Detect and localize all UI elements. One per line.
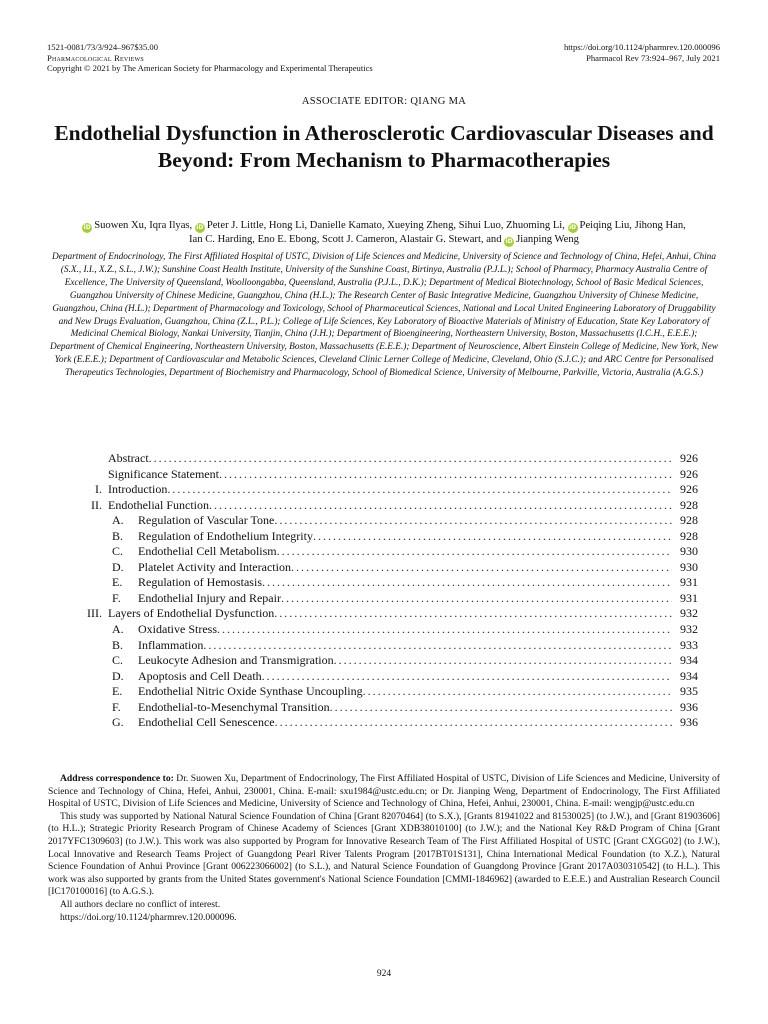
toc-leader-dots [363,684,672,700]
toc-subsection-letter: B. [112,637,124,652]
doi-link[interactable]: https://doi.org/10.1124/pharmrev.120.000096 [563,42,720,52]
toc-label: Apoptosis and Cell Death [138,668,262,683]
toc-subsection-letter: G. [112,715,124,730]
correspondence-text: Dr. Suowen Xu, Department of Endocrinology, The First Affiliated Hospital of USTC, Division of Life Sciences and Medicine, University of Science and Technology of China, Hefei, Anhui, 230001, China. E-mail: sxu1984@ustc.edu.cn; or Dr. Jianping Weng, Department of Endocrinology, The First Affiliated Hospital of USTC, Division of Life Sciences and Medicine, University of Science and Technology of China, Hefei, Anhui, 230001, China. E-mail: wengjp@ustc.edu.cn [48,773,720,810]
toc-section-number: II. [91,497,102,512]
toc-page-number: 932 [680,622,698,637]
toc-leader-dots [275,715,672,731]
toc-subsection-letter: C. [112,544,124,559]
toc-entry[interactable] [70,575,698,591]
toc-leader-dots [334,653,672,669]
correspondence-note [48,773,720,811]
toc-entry[interactable] [70,560,698,576]
footnotes [48,773,720,924]
associate-editor: ASSOCIATE EDITOR: QIANG MA [301,96,467,107]
author-name: Jianping Weng [516,234,579,245]
toc-entry[interactable] [70,467,698,483]
correspondence-label: Address correspondence to: [60,773,174,784]
journal-header-right [564,42,720,63]
toc-label: Regulation of Vascular Tone [138,513,275,528]
toc-page-number: 930 [680,544,698,559]
toc-leader-dots [281,591,672,607]
toc-entry[interactable] [70,622,698,638]
toc-page-number: 928 [680,528,698,543]
toc-leader-dots [217,622,672,638]
author-group: Ian C. Harding, Eno E. Ebong, Scott J. Cameron, Alastair G. Stewart, and [189,234,505,245]
toc-label: Endothelial Injury and Repair [138,590,281,605]
toc-entry[interactable] [70,700,698,716]
toc-label: Endothelial-to-Mesenchymal Transition [138,699,330,714]
toc-entry[interactable] [70,529,698,545]
article-title: Endothelial Dysfunction in Atherosclerotic Cardiovascular Diseases and Beyond: From Mechanism to Pharmacotherapies [54,121,714,172]
toc-leader-dots [274,606,672,622]
toc-subsection-letter: A. [112,622,124,637]
toc-page-number: 928 [680,513,698,528]
toc-leader-dots [291,560,672,576]
toc-page-number: 926 [680,482,698,497]
copyright-line: Copyright © 2021 by The American Society for Pharmacology and Experimental Therapeutics [47,63,373,73]
toc-leader-dots [277,544,672,560]
author-group: Peter J. Little, Hong Li, Danielle Kamato, Xueying Zheng, Sihui Luo, Zhuoming Li, [206,220,568,231]
citation-line: Pharmacol Rev 73:924–967, July 2021 [586,52,720,63]
conflict-note: All authors declare no conflict of interest. [60,898,221,910]
affiliations: Department of Endocrinology, The First Affiliated Hospital of USTC, Division of Life Sciences and Medicine, University of Science and Technology of China, Hefei, Anhui, China (S.X., I.I., X.Z., S.L., J.W.); Sunshine Coast Health Institute, University of the Sunshine Coast, Birtinya, Australia (P.J.L.); School of Pharmacy, Pharmacy Australia Centre of Excellence, The University of Queensland, Woolloongabba, Queensland, Australia (P.J.L., D.K.); Department of Medical Biotechnology, School of Basic Medical Sciences, Guangzhou University of Chinese Medicine, Guangzhou, China (H.L.); The Research Center of Basic Integrative Medicine, Guangzhou University of Chinese Medicine, Guangzhou, China (H.L.); Department of Pharmacology and Toxicology, School of Pharmaceutical Sciences, National and Local United Engineering Laboratory of Druggability and New Drugs Evaluation, Guangzhou, China (Z.L., P.L.); College of Life Sciences, Key Laboratory of Bioactive Materials of Ministry of Education, State Key Laboratory of Medicinal Chemical Biology, Nankai University, Tianjin, China (J.H.); Department of Bioengineering, Northeastern University, Boston, Massachusetts (I.C.H., E.E.E.); Department of Chemical Engineering, Northeastern University, Boston, Massachusetts (E.E.E.); Department of Neuroscience, Albert Einstein College of Medicine, New York, New York (E.E.E.); Department of Cardiovascular and Metabolic Sciences, Cleveland Clinic Lerner College of Medicine, Cleveland, Ohio (S.J.C.); and ARC Centre for Personalised Therapeutics Technologies, Department of Biochemistry and Pharmacology, School of Biomedical Science, University of Melbourne, Parkville, Victoria, Australia (A.G.S.) [50,252,718,379]
toc-entry[interactable] [70,513,698,529]
toc-page-number: 936 [680,699,698,714]
toc-section-number: I. [95,482,102,497]
toc-label: Endothelial Cell Senescence [138,715,275,730]
orcid-icon[interactable]: iD [196,224,204,231]
toc-page-number: 933 [680,637,698,652]
toc-label: Platelet Activity and Interaction [138,559,291,574]
toc-leader-dots [149,451,672,467]
author-list [40,219,728,247]
toc-subsection-letter: E. [112,684,123,699]
orcid-icon[interactable]: iD [83,224,91,231]
toc-subsection-letter: D. [112,559,124,574]
toc-label: Regulation of Hemostasis [138,575,262,590]
toc-entry[interactable] [70,669,698,685]
toc-subsection-letter: D. [112,668,124,683]
toc-leader-dots [274,513,672,529]
toc-label: Significance Statement [108,466,219,481]
toc-label: Endothelial Cell Metabolism [138,544,277,559]
toc-entry[interactable] [70,482,698,498]
toc-page-number: 926 [680,466,698,481]
toc-leader-dots [209,498,672,514]
orcid-icon[interactable]: iD [505,238,513,245]
toc-leader-dots [167,482,672,498]
toc-subsection-letter: F. [112,590,121,605]
toc-label: Leukocyte Adhesion and Transmigration [138,653,334,668]
toc-subsection-letter: C. [112,653,124,668]
toc-page-number: 934 [680,653,698,668]
doi-note[interactable]: https://doi.org/10.1124/pharmrev.120.000096. [60,911,237,923]
author-group: Peiqing Liu, Jihong Han, [579,220,686,231]
issn-line: 1521-0081/73/3/924–967$35.00 [47,42,159,52]
toc-entry[interactable] [70,606,698,622]
page-number: 924 [376,969,392,979]
toc-label: Layers of Endothelial Dysfunction [108,606,275,621]
toc-page-number: 935 [680,684,698,699]
orcid-icon[interactable]: iD [569,224,577,231]
toc-page-number: 931 [680,575,698,590]
toc-label: Introduction [108,482,168,497]
toc-entry[interactable] [70,591,698,607]
toc-page-number: 926 [680,451,698,465]
toc-label: Endothelial Nitric Oxide Synthase Uncoupling [138,684,363,699]
toc-entry[interactable] [70,638,698,654]
toc-subsection-letter: A. [112,513,124,528]
toc-leader-dots [262,669,672,685]
funding-note: This study was supported by National Natural Science Foundation of China [Grant 82070464] (to S.X.), [Grants 81941022 and 81530025] (to J.W.), and [Grant 81903606] (to H.L.); Strategic Priority Research Program of Chinese Academy of Sciences [Grant XDB38010100] (to J.W.); and the National Key R&D Program of China [Grant 2017YFC1309603] (to J.W.). This work was also supported by Program for Innovative Research Team of The First Affiliated Hospital of USTC [Grant CXGG02] (to J.W.), Local Innovative and Research Teams Project of Guangdong Pearl River Talents Program [2017BT01S131], China International Medical Foundation (to X.Z.), Natural Science Foundation of Anhui Province [Grant 006223066002] (to S.L.), and Natural Science Foundation of Guangdong Province [Grant 2017A030310542] (to H.L.). This work was also supported by grants from the United States government's National Science Foundation [CMMI-1846962] (awarded to E.E.E.) and Australian Research Council [IC170100016] (to A.G.S.). [48,810,720,898]
toc-entry[interactable] [70,544,698,560]
toc-leader-dots [330,700,672,716]
toc-entry[interactable] [70,451,698,467]
toc-entry[interactable] [70,498,698,514]
toc-leader-dots [219,467,672,483]
toc-entry[interactable] [70,684,698,700]
toc-page-number: 928 [680,497,698,512]
toc-label: Regulation of Endothelium Integrity [138,528,313,543]
toc-section-number: III. [87,606,102,621]
toc-subsection-letter: B. [112,528,124,543]
toc-entry[interactable] [70,715,698,731]
toc-subsection-letter: F. [112,699,121,714]
toc-page-number: 932 [680,606,698,621]
journal-header-left [47,42,373,74]
toc-subsection-letter: E. [112,575,123,590]
toc-label: Oxidative Stress [138,622,217,637]
toc-leader-dots [203,638,672,654]
toc-page-number: 936 [680,715,698,730]
table-of-contents [70,451,698,731]
toc-label: Endothelial Function [108,497,209,512]
toc-leader-dots [313,529,672,545]
toc-label: Inflammation [138,637,204,652]
toc-label: Abstract [108,451,149,465]
toc-page-number: 934 [680,668,698,683]
toc-page-number: 930 [680,559,698,574]
journal-name: Pharmacological Reviews [47,52,144,63]
toc-leader-dots [262,575,672,591]
author-group: Suowen Xu, Iqra Ilyas, [94,220,195,231]
toc-entry[interactable] [70,653,698,669]
toc-page-number: 931 [680,590,698,605]
